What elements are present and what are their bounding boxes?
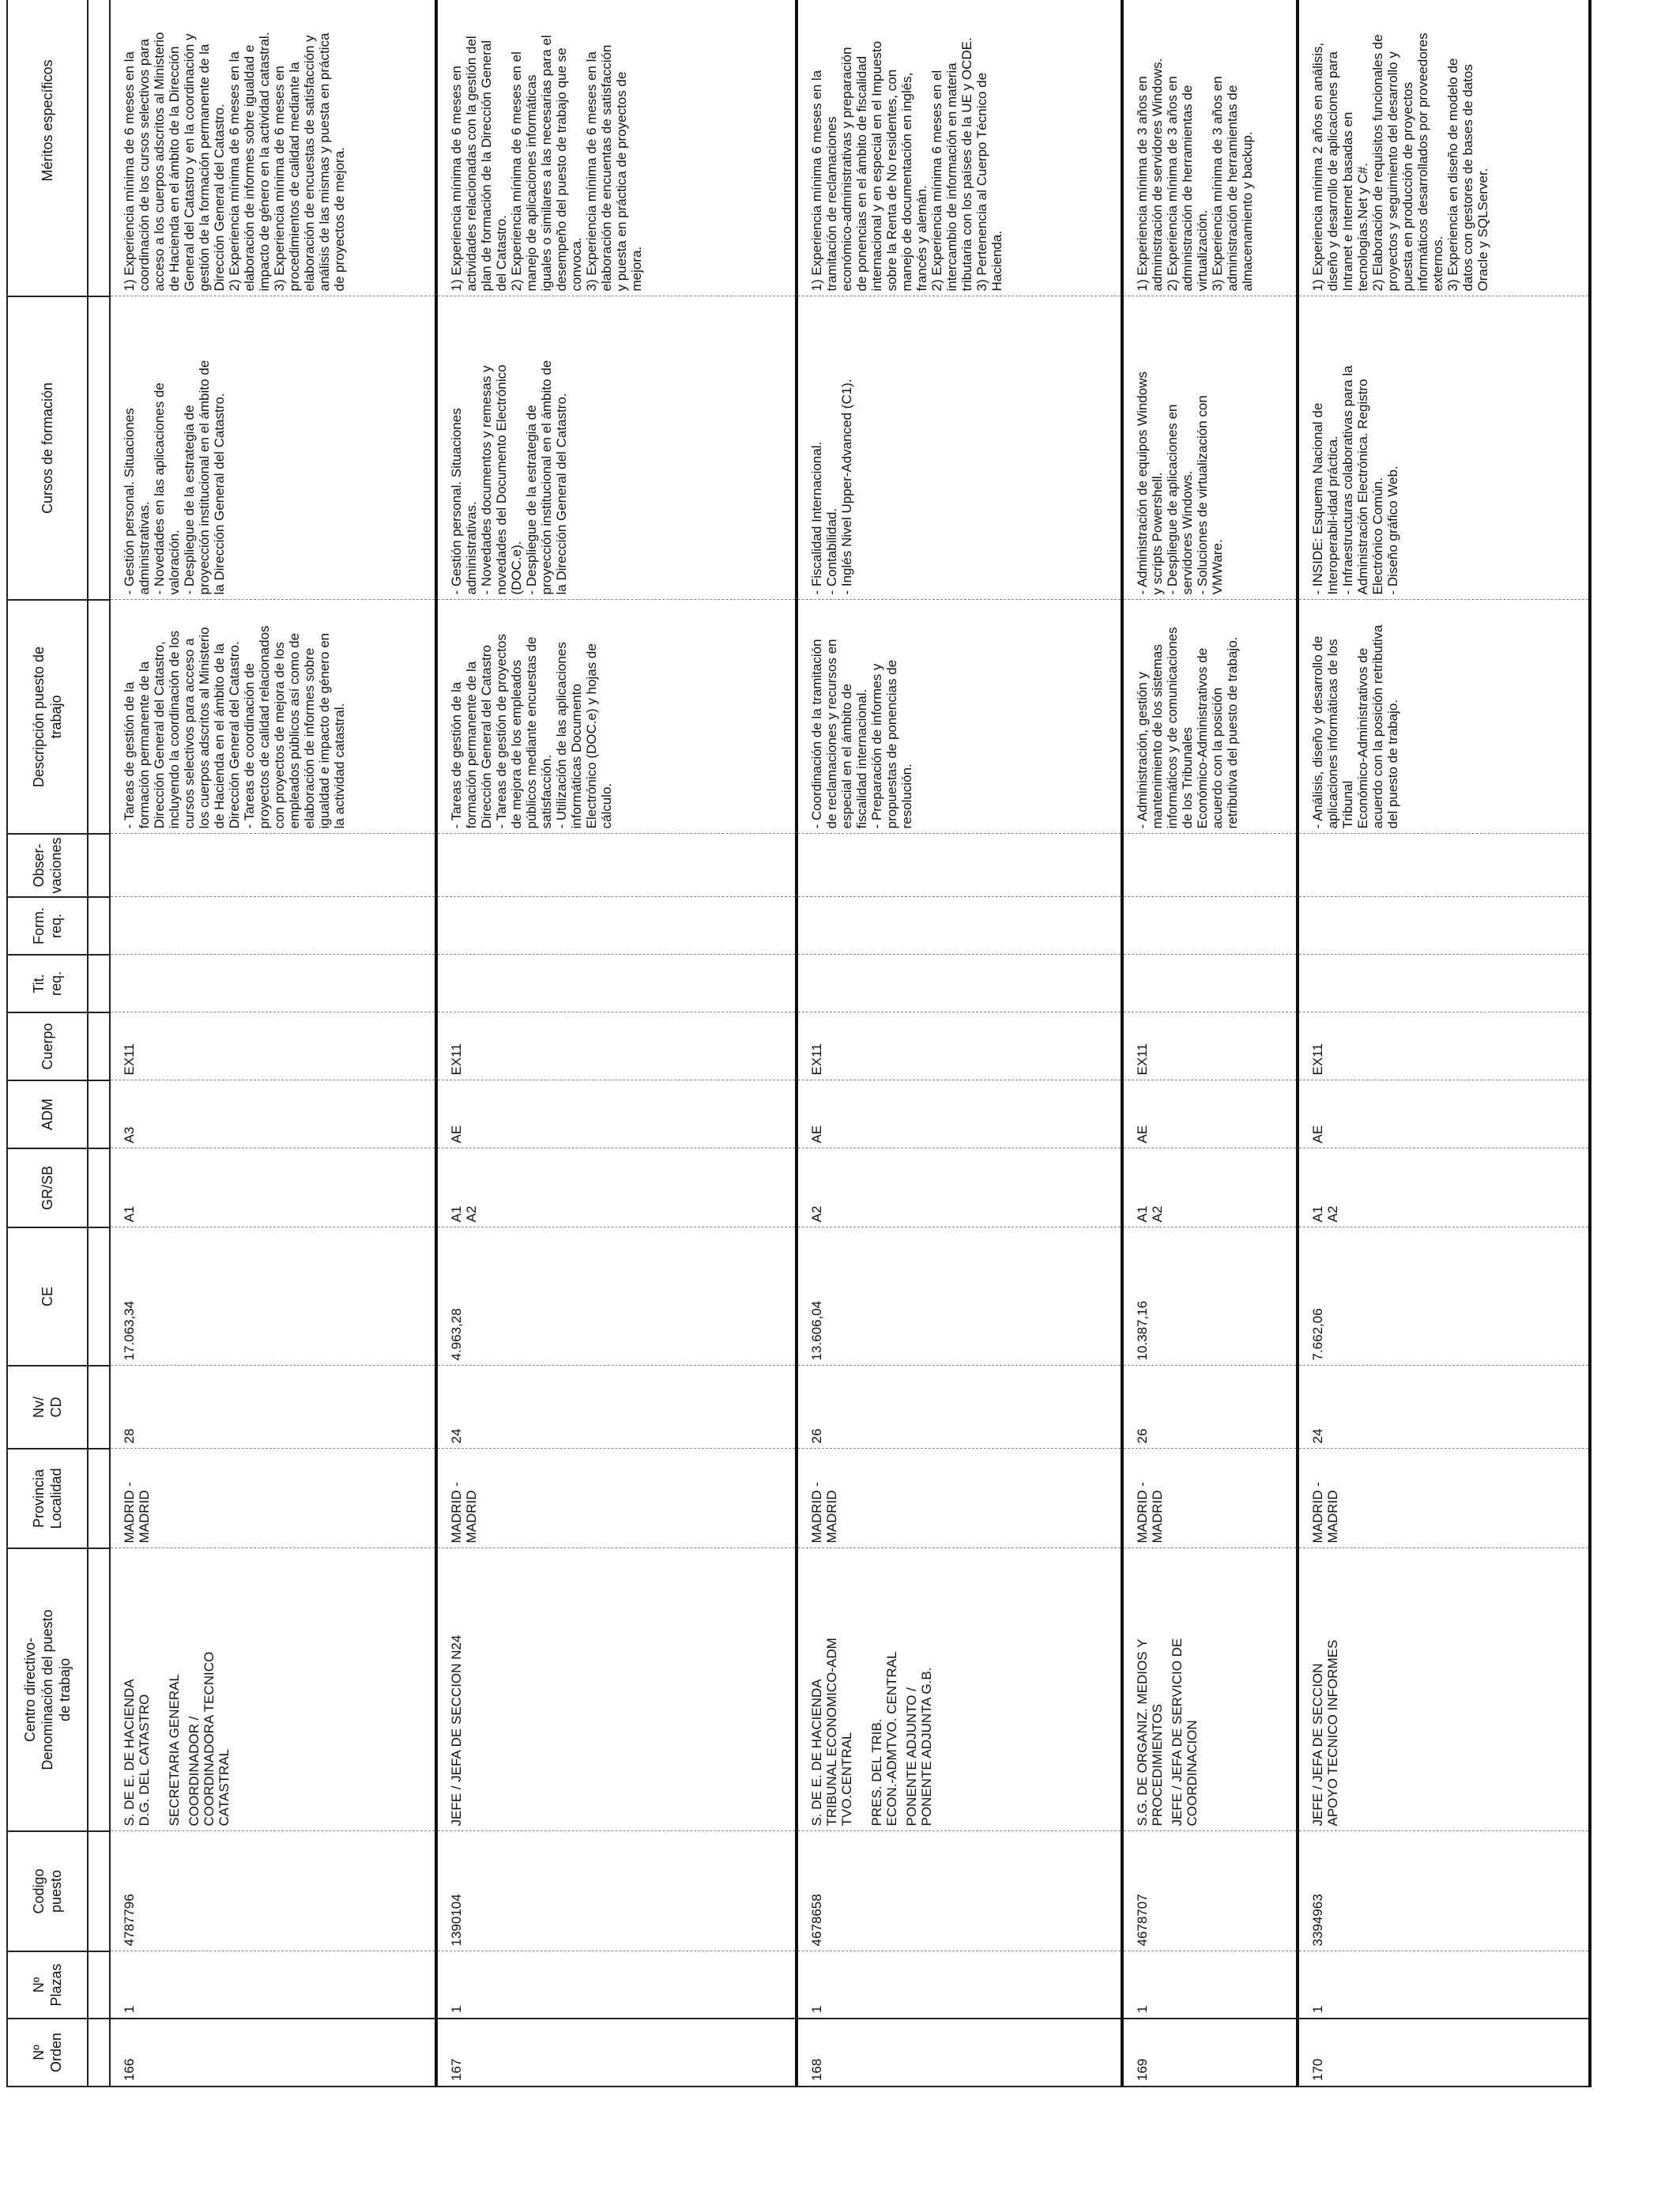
cell-provincia (797, 1449, 1122, 1548)
cuerpo-value: EX11 (809, 1043, 824, 1076)
orden-value: 168 (809, 2058, 824, 2081)
gr-value: A1 A2 (449, 1205, 479, 1223)
header-gr: GR/SB (7, 1148, 88, 1227)
orden-value: 166 (122, 2058, 137, 2081)
cell-tit (1298, 955, 1590, 1012)
cell-cuerpo (110, 1012, 436, 1080)
cell-codigo (436, 1831, 797, 1951)
cell-ce (797, 1227, 1122, 1366)
orden-value: 170 (1310, 2058, 1325, 2081)
gr-value: A1 (122, 1205, 137, 1223)
gr-value: A1 A2 (1135, 1205, 1165, 1223)
desc-value: - Tareas de gestión de la formación permanente de la Dirección General del Catastro, incluyendo la coordinación de los cursos selectivos para acceso a los cuerpos adscritos al Ministerio de Hacienda en el ámbito de la Dirección General del Catastro. - Tareas de coordinación de proyectos de calidad relacionados con proyectos de mejora de los empleados públicos así como de elaboración de informes sobre igualdad e impacto de género en la actividad catastral. (122, 625, 347, 829)
cell-form (110, 897, 436, 955)
cell-codigo (797, 1831, 1122, 1951)
table-row (110, 0, 436, 2087)
codigo-value: 4787796 (122, 1894, 137, 1947)
nv-value: 24 (449, 1428, 464, 1444)
cell-centro (1298, 1548, 1590, 1831)
header-tit: Tit. req. (7, 955, 88, 1012)
meritos-value: 1) Experiencia mínima de 6 meses en actividades relacionadas con la gestión del plan de formación de la Dirección General del Catastro. 2) Experiencia mínima de 6 meses en el manejo de aplicaciones informáticas iguales o similares a las necesarias para el desempeño del puesto de trabajo que se convoca. 3) Experiencia mínima de 6 meses en la elaboración de encuentas de satisfacción y puesta en práctica de proyectos de mejora. (449, 35, 644, 292)
cell-cuerpo (1298, 1012, 1590, 1080)
cell-gr (1298, 1148, 1590, 1227)
cell-form (1122, 897, 1298, 955)
nv-value: 26 (1135, 1428, 1150, 1444)
cell-adm (1122, 1080, 1298, 1148)
cell-provincia (1298, 1449, 1590, 1548)
ce-value: 13.606,04 (809, 1300, 824, 1361)
meritos-value: 1) Experiencia mínima de 3 años en administración de servidores Windows. 2) Experiencia mínima de 3 años en administración de herramientas de virtualización. 3) Experiencia mínima de 3 años en administración de herramientas de almacenamiento y backup. (1135, 58, 1255, 292)
plazas-value: 1 (809, 2005, 824, 2013)
provincia-value: MADRID - MADRID (1135, 1482, 1165, 1544)
cell-nv (1122, 1366, 1298, 1449)
cell-adm (110, 1080, 436, 1148)
cell-cuerpo (797, 1012, 1122, 1080)
cell-meritos (1122, 0, 1298, 296)
cell-ce (110, 1227, 436, 1366)
header-nv: Nv/ CD (7, 1366, 88, 1449)
cell-codigo (1122, 1831, 1298, 1951)
header-desc: Descripción puesto de trabajo (7, 600, 88, 834)
cell-obs (110, 834, 436, 897)
cell-desc (1122, 600, 1298, 834)
cell-desc (110, 600, 436, 834)
plazas-value: 1 (122, 2005, 137, 2013)
centro-directivo: S. DE E. DE HACIENDA D.G. DEL CATASTRO SECRETARIA GENERAL (122, 1674, 182, 1826)
cell-desc (1298, 600, 1590, 834)
cell-gr (110, 1148, 436, 1227)
codigo-value: 4678707 (1135, 1894, 1150, 1947)
ce-value: 4.963,28 (449, 1308, 464, 1361)
desc-value: - Análisis, diseño y desarrollo de aplicaciones informáticas de los Tribunal Económico-Administrativos de acuerdo con la posición retributiva del puesto de trabajo. (1310, 624, 1400, 829)
cell-obs (1298, 834, 1590, 897)
cell-obs (1122, 834, 1298, 897)
cell-orden (1122, 2019, 1298, 2087)
cell-centro (436, 1548, 797, 1831)
puesto-denominacion: COORDINADOR / COORDINADORA TECNICO CATASTRAL (186, 1651, 232, 1826)
cell-cursos (1298, 296, 1590, 600)
nv-value: 28 (122, 1428, 137, 1444)
cell-nv (110, 1366, 436, 1449)
table-row (1298, 0, 1590, 2087)
table-row (1122, 0, 1298, 2087)
cell-adm (1298, 1080, 1590, 1148)
cell-tit (1122, 955, 1298, 1012)
header-obs: Obser- vaciones (7, 834, 88, 897)
cell-form (1298, 897, 1590, 955)
meritos-value: 1) Experiencia mínima 6 meses en la tramitación de reclamaciones económico-administrativas y preparación de ponencias en el ámbito de fiscalidad internacional y en especial en el Impuesto sobre la Renta de No residentes, con manejo de documentación en inglés, francés y alemán. 2) Experiencia mínima 6 meses en el intercambio de información en materia tributaria con los países de la UE y OCDE. 3) Pertenencia al Cuerpo Técnico de Hacienda. (809, 37, 1004, 292)
cuerpo-value: EX11 (1135, 1043, 1150, 1076)
cursos-value: - Administración de equipos Windows y scripts Powershell. - Despliegue de aplicaciones en servidores Windows. - Soluciones de virtualización con VMWare. (1135, 371, 1225, 595)
cell-centro (797, 1548, 1122, 1831)
cell-centro (110, 1548, 436, 1831)
cell-plazas (1298, 1951, 1590, 2019)
header-plazas: Nº Plazas (7, 1951, 88, 2019)
codigo-value: 4678658 (809, 1894, 824, 1947)
adm-value: AE (449, 1125, 464, 1144)
header-cuerpo: Cuerpo (7, 1012, 88, 1080)
meritos-value: 1) Experiencia mínima de 6 meses en la coordinación de los cursos selectivos para acceso a los cuerpos adscritos al Ministerio de Hacienda en el ámbito de la Dirección General del Catastro y en la coordinación y gestión de la formación permanente de la Dirección General del Catastro. 2) Experiencia mínima de 6 meses en la elaboración de informes sobre igualdad e impacto de género en la actividad catastral. 3) Experiencia mínima de 6 meses en procedimientos de calidad mediante la elaboración de encuestas de satisfacción y análisis de las mismas y puesta en práctica de proyectos de mejora. (122, 32, 347, 292)
cell-codigo (110, 1831, 436, 1951)
ce-value: 7.662,06 (1310, 1308, 1325, 1361)
header-ce: CE (7, 1227, 88, 1366)
cell-meritos (110, 0, 436, 296)
provincia-value: MADRID - MADRID (809, 1482, 839, 1544)
cell-orden (110, 2019, 436, 2087)
orden-value: 169 (1135, 2058, 1150, 2081)
blank-row (88, 0, 110, 2087)
puesto-denominacion: PONENTE ADJUNTO / PONENTE ADJUNTA G.B. (904, 1667, 934, 1826)
cell-cuerpo (1122, 1012, 1298, 1080)
cell-meritos (1298, 0, 1590, 296)
header-form: Form. req. (7, 897, 88, 955)
cell-codigo (1298, 1831, 1590, 1951)
cell-cursos (797, 296, 1122, 600)
codigo-value: 1390104 (449, 1894, 464, 1947)
nv-value: 26 (809, 1428, 824, 1444)
nv-value: 24 (1310, 1428, 1325, 1444)
centro-directivo: S.G. DE ORGANIZ. MEDIOS Y PROCEDIMIENTOS (1135, 1638, 1165, 1826)
header-centro: Centro directivo- Denominación del puesto de trabajo (7, 1548, 88, 1831)
header-row (7, 0, 88, 2087)
cursos-value: - INSIDE: Esquema Nacional de Interoperabil-idad práctica. - Infraestructuras colaborativas para la Administración Electrónica. Registro Electrónico Común. - Diseño gráfico Web. (1310, 365, 1400, 595)
cell-gr (436, 1148, 797, 1227)
cuerpo-value: EX11 (449, 1043, 464, 1076)
cell-desc (797, 600, 1122, 834)
adm-value: AE (1135, 1125, 1150, 1144)
cell-meritos (797, 0, 1122, 296)
cell-obs (797, 834, 1122, 897)
cell-provincia (436, 1449, 797, 1548)
cell-orden (797, 2019, 1122, 2087)
centro-directivo: S. DE E. DE HACIENDA TRIBUNAL ECONOMICO-ADM TVO.CENTRAL PRES. DEL TRIB. ECON.-ADMTVO. CENTRAL (809, 1638, 899, 1826)
cell-nv (797, 1366, 1122, 1449)
orden-value: 167 (449, 2058, 464, 2081)
cell-ce (1122, 1227, 1298, 1366)
puesto-denominacion: JEFE / JEFA DE SERVICIO DE COORDINACION (1170, 1638, 1200, 1826)
adm-value: AE (809, 1125, 824, 1144)
codigo-value: 3394963 (1310, 1894, 1325, 1947)
header-adm: ADM (7, 1080, 88, 1148)
cell-plazas (110, 1951, 436, 2019)
cursos-value: - Gestión personal. Situaciones administrativas. - Novedades documentos y remesas y novedades del Documento Electrónico (DOC.e). - Despliegue de la estrategia de proyección institucional en el ámbito de la Dirección General del Catastro. (449, 360, 569, 595)
cell-ce (1298, 1227, 1590, 1366)
cell-adm (436, 1080, 797, 1148)
plazas-value: 1 (449, 2005, 464, 2013)
puesto-denominacion: JEFE / JEFA DE SECCION APOYO TECNICO INFORMES (1310, 1639, 1340, 1826)
cuerpo-value: EX11 (1310, 1043, 1325, 1076)
cell-provincia (110, 1449, 436, 1548)
adm-value: AE (1310, 1125, 1325, 1144)
cell-provincia (1122, 1449, 1298, 1548)
header-cursos: Cursos de formación (7, 296, 88, 600)
cuerpo-value: EX11 (122, 1043, 137, 1076)
desc-value: - Administración, gestión y mantenimiento de los sistemas informáticos y de comunicaciones de los Tribunales Económico-Administrativos de acuerdo con la posición retributiva del puesto de trabajo. (1135, 627, 1240, 829)
cell-cuerpo (436, 1012, 797, 1080)
cell-ce (436, 1227, 797, 1366)
plazas-value: 1 (1310, 2005, 1325, 2013)
cell-adm (797, 1080, 1122, 1148)
cell-obs (436, 834, 797, 897)
header-meritos: Méritos específicos (7, 0, 88, 296)
cell-desc (436, 600, 797, 834)
cell-form (436, 897, 797, 955)
cell-form (797, 897, 1122, 955)
gr-value: A2 (809, 1205, 824, 1223)
provincia-value: MADRID - MADRID (1310, 1482, 1340, 1544)
plazas-value: 1 (1135, 2005, 1150, 2013)
cell-cursos (436, 296, 797, 600)
cell-centro (1122, 1548, 1298, 1831)
cell-nv (1298, 1366, 1590, 1449)
cell-orden (1298, 2019, 1590, 2087)
cell-tit (436, 955, 797, 1012)
cell-gr (1122, 1148, 1298, 1227)
meritos-value: 1) Experiencia mínima 2 años en análisis, diseño y desarrollo de aplicaciones para Intranet e Internet basadas en tecnologías.Net y C#. 2) Elaboración de requisitos funcionales de proyectos y seguimiento del desarrollo y puesta en producción de proyectos informáticos desarrollados por proveedores externos. 3) Experiencia en diseño de modelo de datos con gestores de bases de datos Oracle y SQLServer. (1310, 32, 1490, 292)
cell-cursos (1122, 296, 1298, 600)
ce-value: 10.387,16 (1135, 1300, 1150, 1361)
provincia-value: MADRID - MADRID (122, 1482, 152, 1544)
table-row (797, 0, 1122, 2087)
ce-value: 17.063,34 (122, 1300, 137, 1361)
cell-plazas (436, 1951, 797, 2019)
adm-value: A3 (122, 1126, 137, 1144)
cell-tit (797, 955, 1122, 1012)
cursos-value: - Gestión personal. Situaciones administrativas. - Novedades en las aplicaciones de valoración. - Despliegue de la estrategia de proyección institucional en el ámbito de la Dirección General del Catastro. (122, 360, 227, 595)
table-row (436, 0, 797, 2087)
cell-cursos (110, 296, 436, 600)
header-provincia: Provincia Localidad (7, 1449, 88, 1548)
gr-value: A1 A2 (1310, 1205, 1340, 1223)
desc-value: - Coordinación de la tramitación de reclamaciones y recursos en especial en el ámbito de fiscalidad internacional. - Preparación de informes y propuestas de ponencias de resolución. (809, 639, 914, 829)
cell-gr (797, 1148, 1122, 1227)
puesto-denominacion: JEFE / JEFA DE SECCION N24 (449, 1634, 464, 1826)
cell-plazas (1122, 1951, 1298, 2019)
cell-meritos (436, 0, 797, 296)
cell-nv (436, 1366, 797, 1449)
header-codigo: Codigo puesto (7, 1831, 88, 1951)
cursos-value: - Fiscalidad Internacional. - Contabilidad. - Inglés Nivel Upper-Advanced (C1). (809, 379, 854, 595)
cell-tit (110, 955, 436, 1012)
cell-orden (436, 2019, 797, 2087)
header-orden: Nº Orden (7, 2019, 88, 2087)
puestos-table (6, 0, 1591, 2087)
cell-plazas (797, 1951, 1122, 2019)
desc-value: - Tareas de gestión de la formación permanente de la Dirección General del Catastro - Tareas de gestión de proyectos de mejora de los empleados públicos mediante encuestas de satisfacción. - Utilización de las aplicaciones informáticas Documento Electrónico (DOC.e) y hojas de cálculo. (449, 634, 614, 829)
provincia-value: MADRID - MADRID (449, 1482, 479, 1544)
